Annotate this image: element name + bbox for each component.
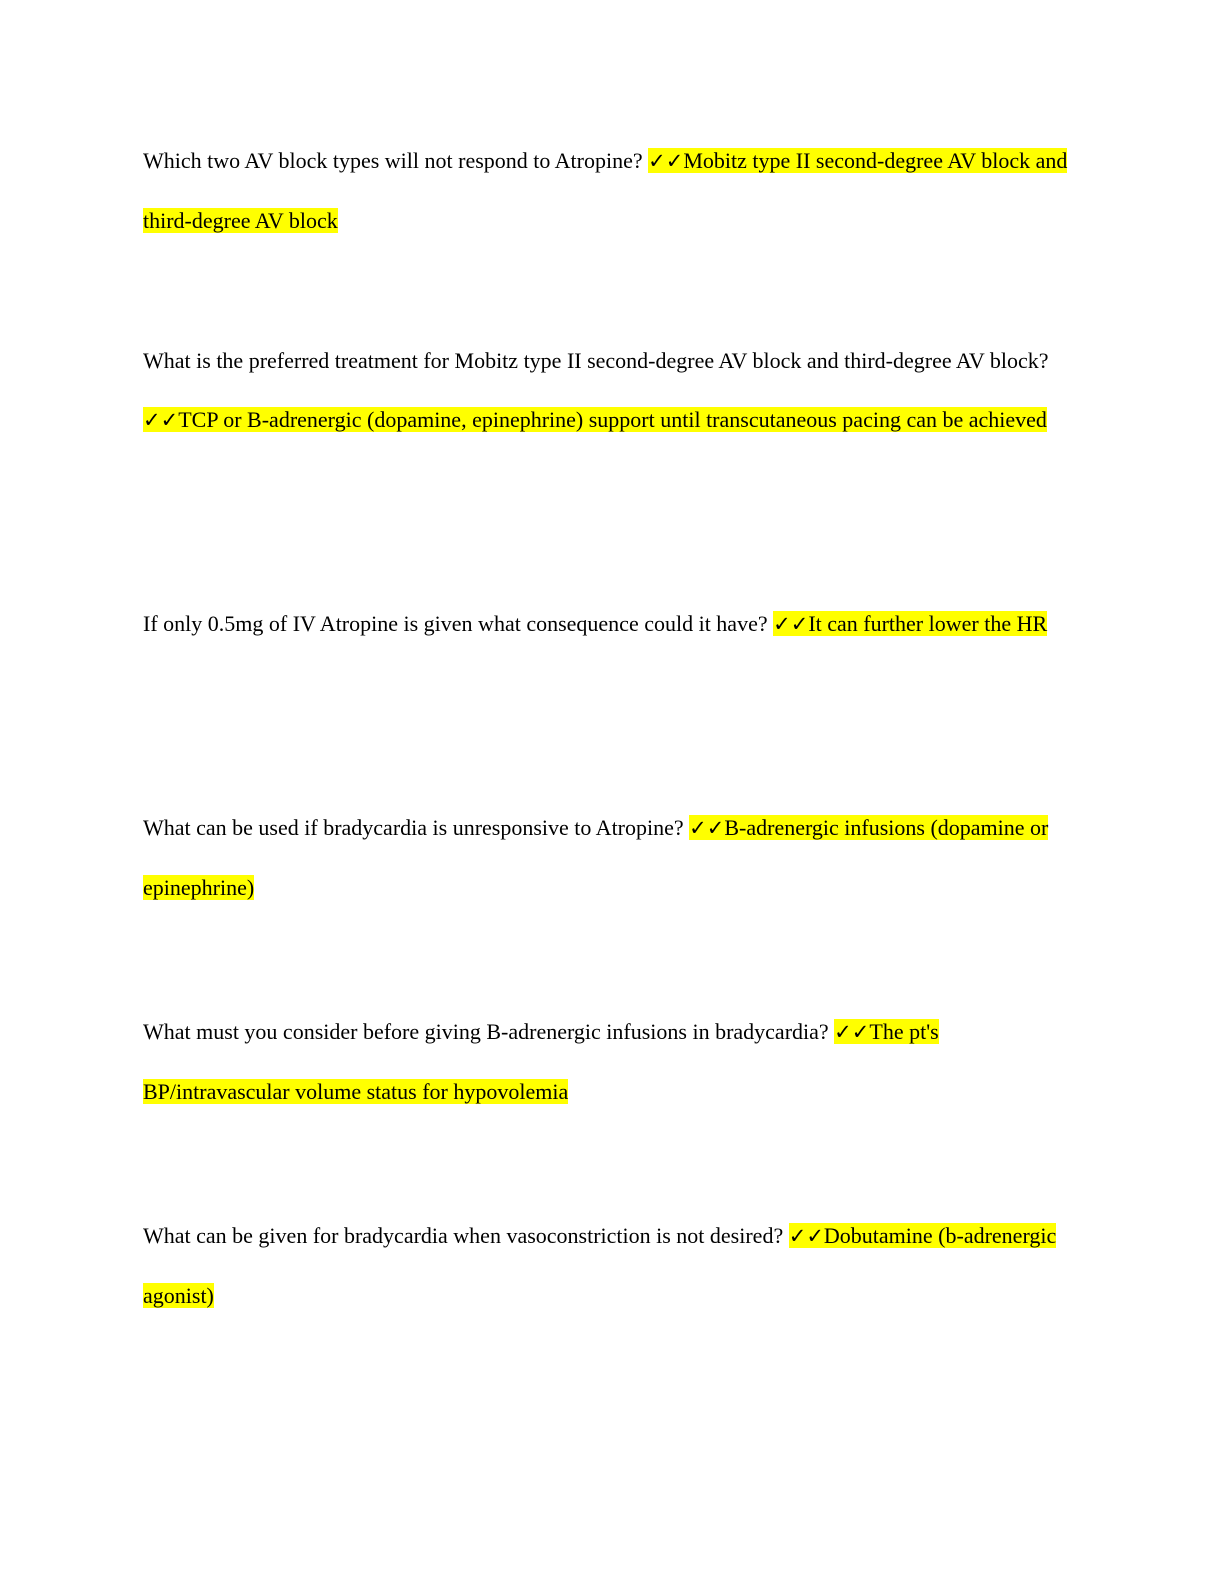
- question-text: What is the preferred treatment for Mobitz type II second-degree AV block and third-degree AV block?: [143, 348, 1049, 373]
- answer-highlight: [773, 611, 1047, 636]
- answer-text: Dobutamine (b-adrenergic agonist): [143, 1223, 1057, 1308]
- double-check-icon: ✓✓: [143, 408, 179, 432]
- answer-text: Mobitz type II second-degree AV block and third-degree AV block: [143, 148, 1068, 233]
- question-text: What can be used if bradycardia is unresponsive to Atropine?: [143, 815, 690, 840]
- qa-item: [143, 594, 1083, 654]
- qa-item: [143, 131, 1083, 250]
- double-check-icon: ✓✓: [834, 1020, 870, 1044]
- question-text: If only 0.5mg of IV Atropine is given what consequence could it have?: [143, 611, 774, 636]
- double-check-icon: ✓✓: [689, 816, 725, 840]
- question-text: What must you consider before giving B-adrenergic infusions in bradycardia?: [143, 1019, 835, 1044]
- qa-item: [143, 1206, 1083, 1325]
- double-check-icon: ✓✓: [788, 1224, 824, 1248]
- qa-item: [143, 798, 1083, 917]
- answer-text: It can further lower the HR: [808, 611, 1048, 636]
- question-text: Which two AV block types will not respond to Atropine?: [143, 148, 649, 173]
- question-text: What can be given for bradycardia when vasoconstriction is not desired?: [143, 1223, 789, 1248]
- qa-item: [143, 331, 1083, 450]
- qa-item: [143, 1002, 1083, 1121]
- answer-text: B-adrenergic infusions (dopamine or epinephrine): [143, 815, 1049, 900]
- answer-highlight: [143, 407, 1047, 432]
- answer-text: TCP or B-adrenergic (dopamine, epinephrine) support until transcutaneous pacing can be achieved: [178, 407, 1047, 432]
- double-check-icon: ✓✓: [648, 149, 684, 173]
- answer-text: The pt's BP/intravascular volume status for hypovolemia: [143, 1019, 939, 1104]
- double-check-icon: ✓✓: [773, 612, 809, 636]
